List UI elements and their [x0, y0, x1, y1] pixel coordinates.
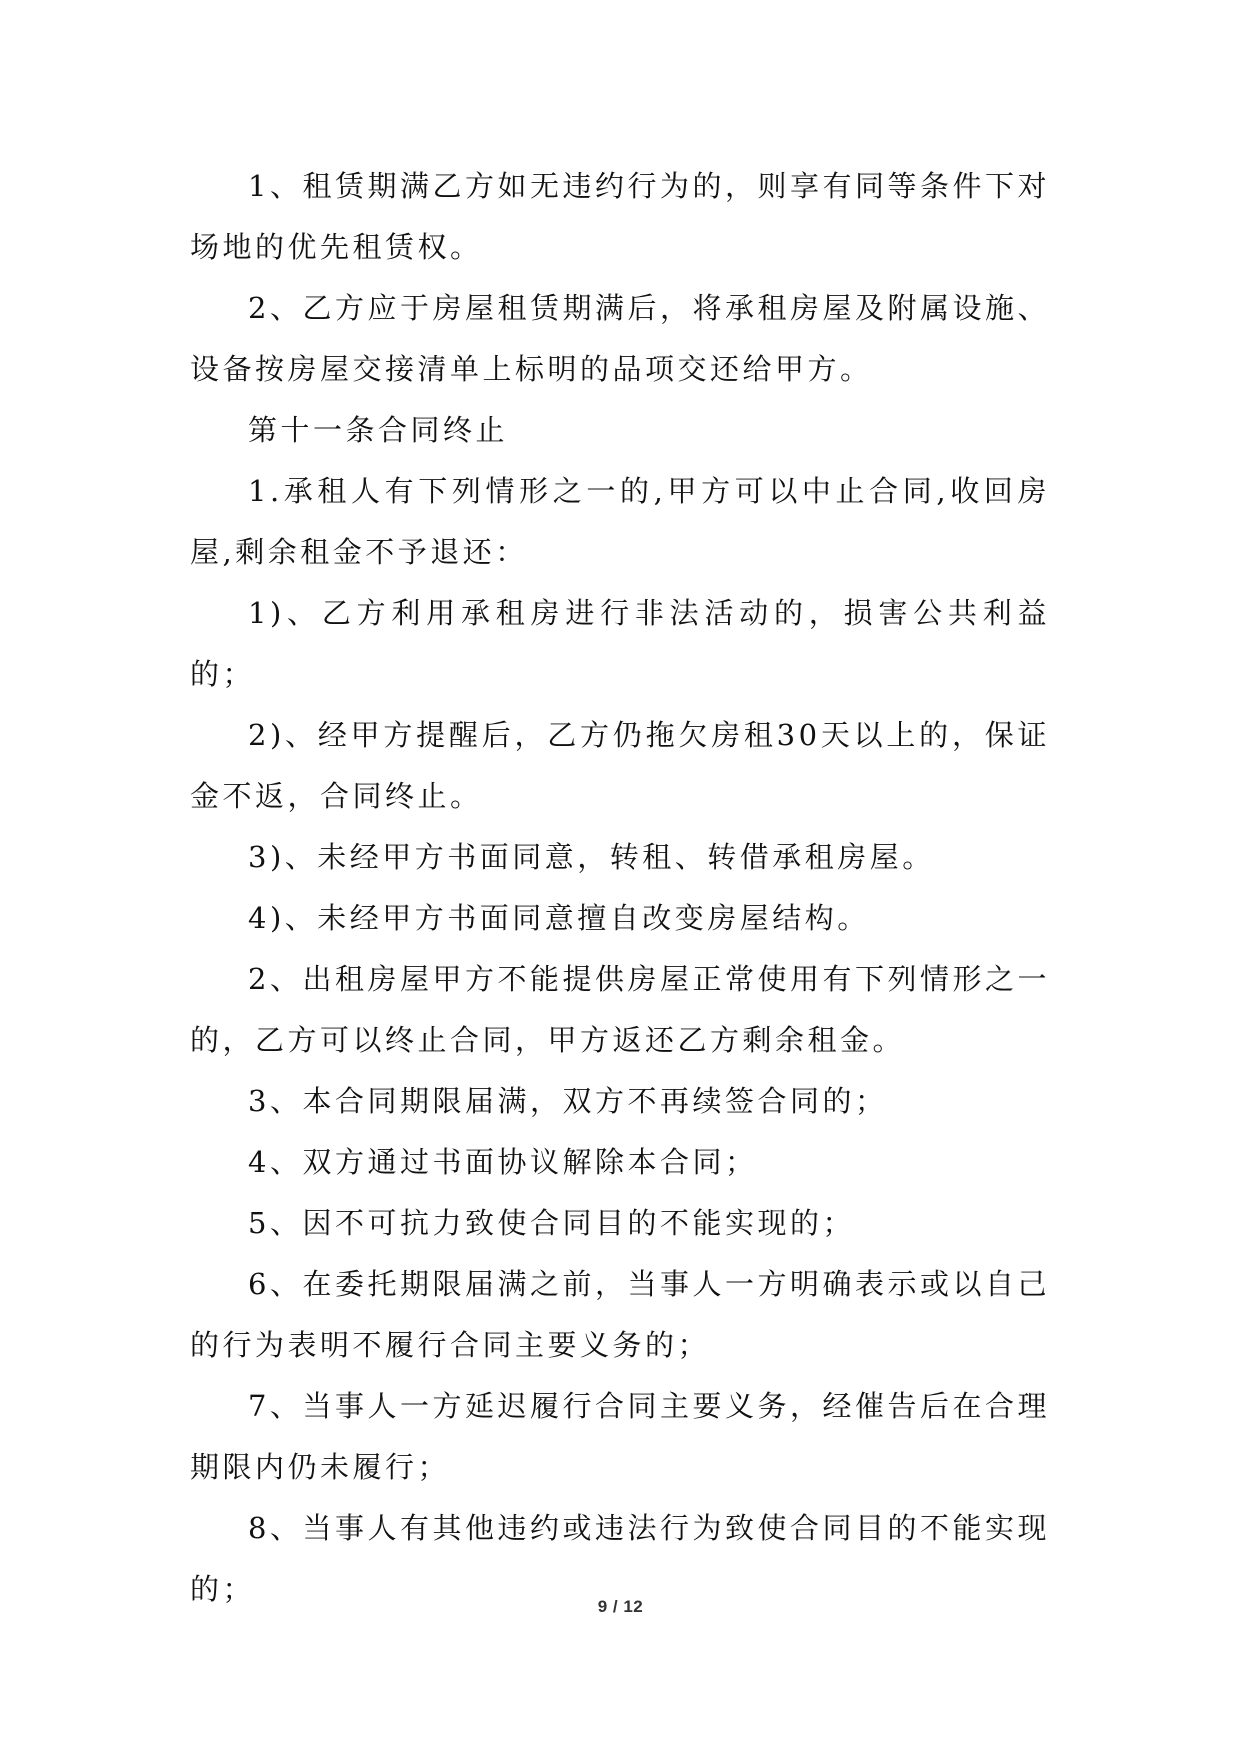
- paragraph-termination-6: 6、在委托期限届满之前，当事人一方明确表示或以自己的行为表明不履行合同主要义务的；: [190, 1267, 1050, 1362]
- paragraph-sub-4: 4)、未经甲方书面同意擅自改变房屋结构。: [248, 901, 870, 935]
- paragraph-termination-3: 3、本合同期限届满，双方不再续签合同的；: [248, 1084, 888, 1118]
- paragraph-clause-1: 1、租赁期满乙方如无违约行为的，则享有同等条件下对场地的优先租赁权。: [190, 169, 1050, 264]
- paragraph-sub-1: 1)、乙方利用承租房进行非法活动的，损害公共利益的；: [190, 596, 1050, 691]
- page-number: 9 / 12: [597, 1597, 644, 1616]
- paragraph-termination-5: 5、因不可抗力致使合同目的不能实现的；: [248, 1206, 855, 1240]
- paragraph-termination-2: 2、出租房屋甲方不能提供房屋正常使用有下列情形之一的，乙方可以终止合同，甲方返还乙方剩余租金。: [190, 962, 1050, 1057]
- document-body: [190, 156, 1050, 1620]
- paragraph-termination-1: 1.承租人有下列情形之一的,甲方可以中止合同,收回房屋,剩余租金不予退还：: [190, 474, 1050, 569]
- paragraph-sub-3: 3)、未经甲方书面同意，转租、转借承租房屋。: [248, 840, 935, 874]
- paragraph-termination-8: 8、当事人有其他违约或违法行为致使合同目的不能实现的；: [190, 1511, 1050, 1606]
- paragraph-sub-2: 2)、经甲方提醒后，乙方仍拖欠房租30天以上的，保证金不返，合同终止。: [190, 718, 1050, 813]
- paragraph-clause-2: 2、乙方应于房屋租赁期满后，将承租房屋及附属设施、设备按房屋交接清单上标明的品项交还给甲方。: [190, 291, 1050, 386]
- paragraph-termination-4: 4、双方通过书面协议解除本合同；: [248, 1145, 758, 1179]
- section-heading: 第十一条合同终止: [248, 413, 509, 447]
- paragraph-termination-7: 7、当事人一方延迟履行合同主要义务，经催告后在合理期限内仍未履行；: [190, 1389, 1050, 1484]
